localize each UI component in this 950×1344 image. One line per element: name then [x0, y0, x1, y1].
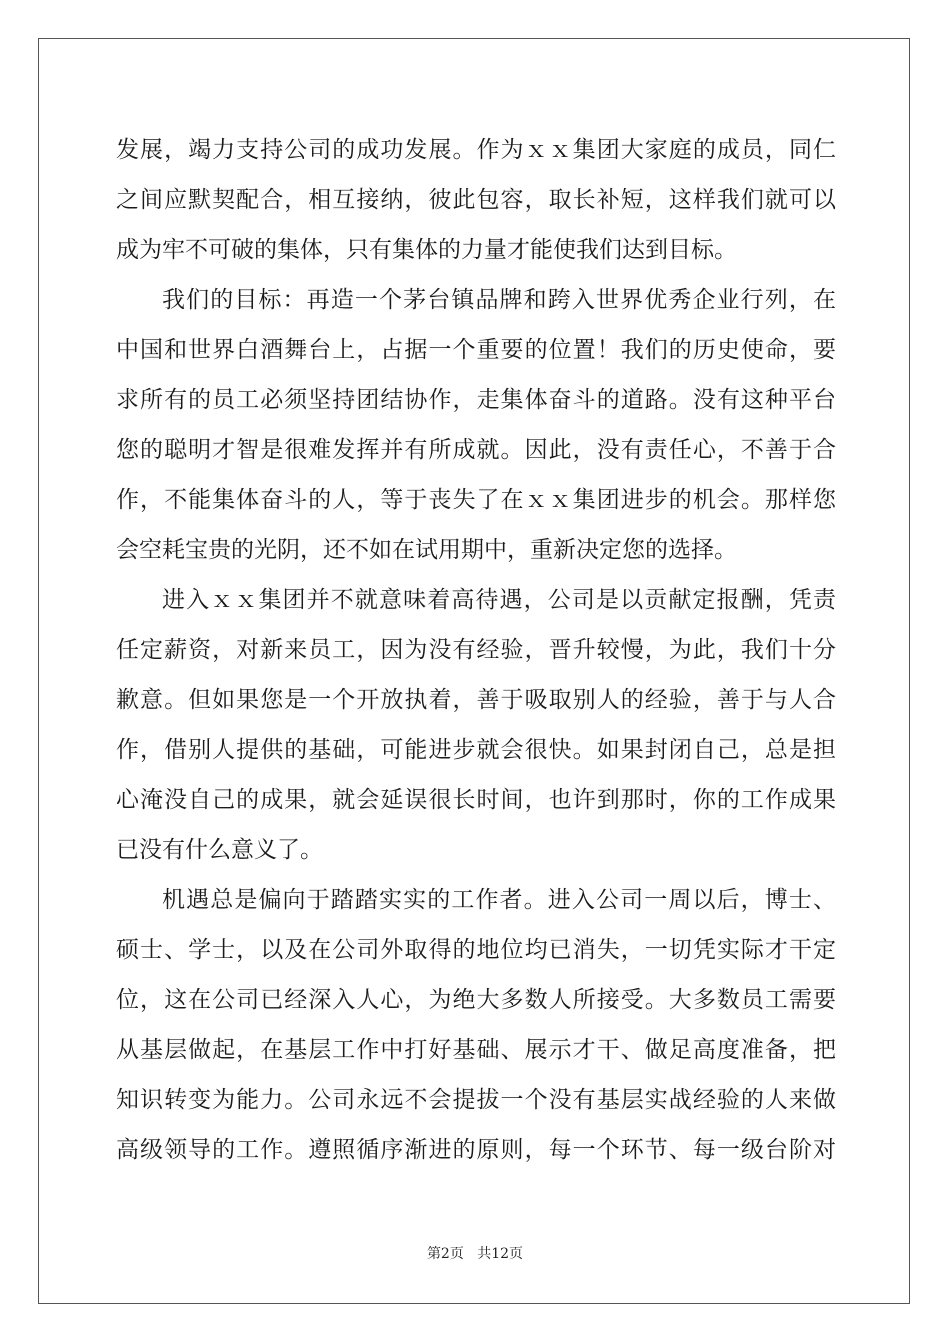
text-line: 进入ｘｘ集团并不就意味着高待遇，公司是以贡献定报酬，凭责: [162, 587, 836, 613]
text-line: 硕士、学士，以及在公司外取得的地位均已消失，一切凭实际才干定: [116, 937, 836, 963]
text-line: 高级领导的工作。遵照循序渐进的原则，每一个环节、每一级台阶对: [116, 1137, 836, 1163]
text-line: 已没有什么意义了。: [116, 837, 323, 863]
text-line: 心淹没自己的成果，就会延误很长时间，也许到那时，你的工作成果: [116, 787, 836, 813]
page-footer: [0, 1244, 950, 1264]
page-number: 第2页: [426, 1246, 464, 1262]
text-line: 机遇总是偏向于踏踏实实的工作者。进入公司一周以后，博士、: [162, 887, 836, 913]
text-line: 您的聪明才智是很难发挥并有所成就。因此，没有责任心，不善于合: [116, 437, 836, 463]
text-line: 从基层做起，在基层工作中打好基础、展示才干、做足高度准备，把: [116, 1037, 836, 1063]
text-line: 知识转变为能力。公司永远不会提拔一个没有基层实战经验的人来做: [116, 1087, 836, 1113]
text-line: 发展，竭力支持公司的成功发展。作为ｘｘ集团大家庭的成员，同仁: [116, 137, 836, 163]
document-body: [116, 125, 836, 1175]
text-line: 我们的目标：再造一个茅台镇品牌和跨入世界优秀企业行列，在: [162, 287, 836, 313]
text-line: 中国和世界白酒舞台上，占据一个重要的位置！我们的历史使命，要: [116, 337, 836, 363]
text-line: 成为牢不可破的集体，只有集体的力量才能使我们达到目标。: [116, 237, 737, 263]
text-line: 之间应默契配合，相互接纳，彼此包容，取长补短，这样我们就可以: [116, 187, 836, 213]
text-line: 位，这在公司已经深入人心，为绝大多数人所接受。大多数员工需要: [116, 987, 836, 1013]
text-line: 任定薪资，对新来员工，因为没有经验，晋升较慢，为此，我们十分: [116, 637, 836, 663]
text-line: 作，不能集体奋斗的人，等于丧失了在ｘｘ集团进步的机会。那样您: [116, 487, 836, 513]
text-line: 会空耗宝贵的光阴，还不如在试用期中，重新决定您的选择。: [116, 537, 737, 563]
page-total: 共12页: [477, 1246, 524, 1262]
text-line: 作，借别人提供的基础，可能进步就会很快。如果封闭自己，总是担: [116, 737, 836, 763]
text-line: 求所有的员工必须坚持团结协作，走集体奋斗的道路。没有这种平台: [116, 387, 836, 413]
text-line: 歉意。但如果您是一个开放执着，善于吸取别人的经验，善于与人合: [116, 687, 836, 713]
